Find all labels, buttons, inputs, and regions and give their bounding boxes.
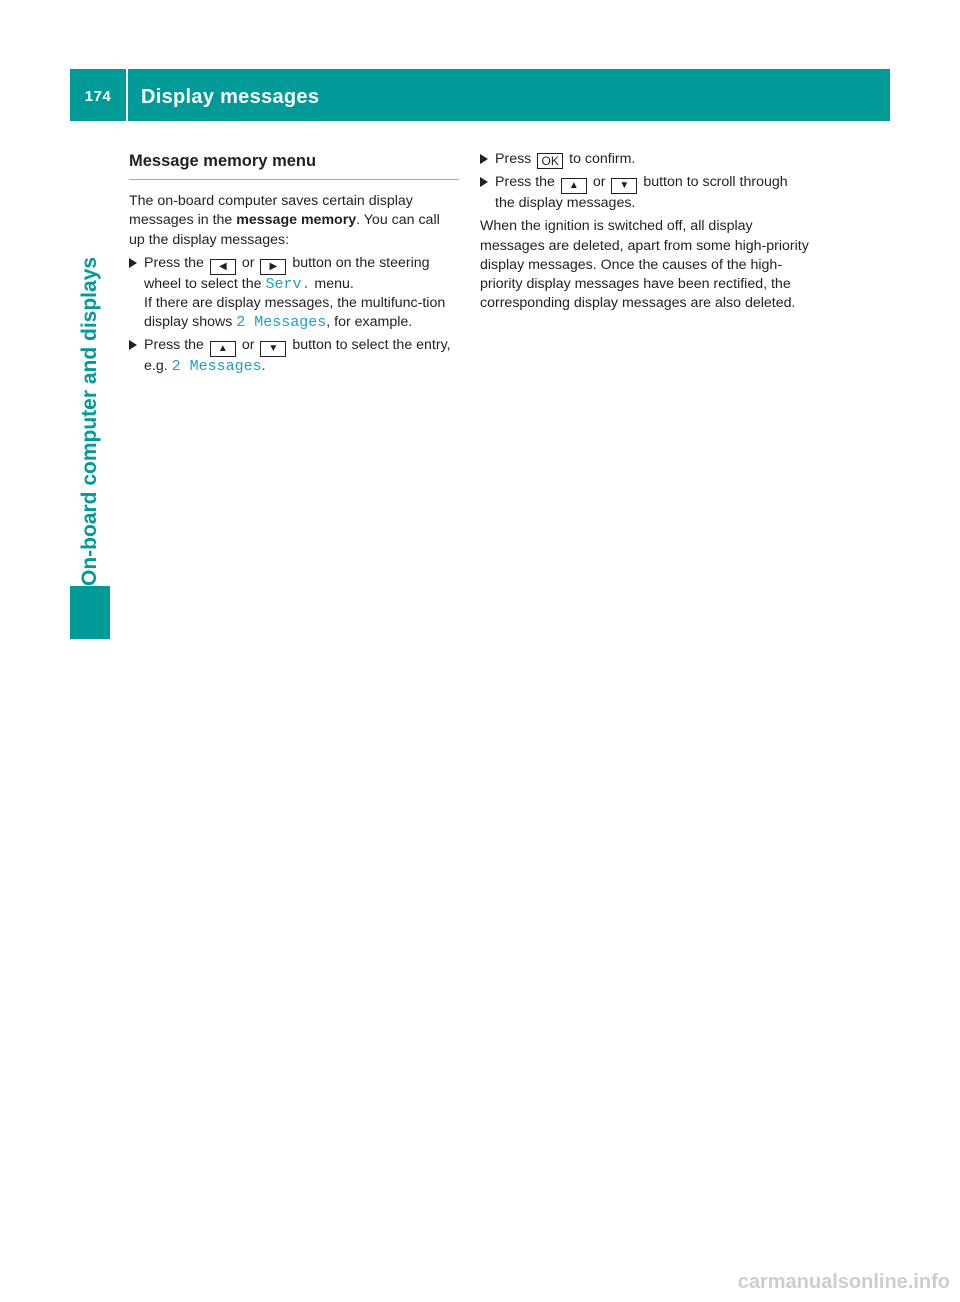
down-arrow-key-icon: ▼ bbox=[260, 341, 286, 357]
right-column bbox=[480, 150, 810, 317]
subsection-heading: Message memory menu bbox=[129, 150, 459, 180]
right-arrow-key-icon: ▶ bbox=[260, 259, 286, 275]
closing-paragraph: When the ignition is switched off, all display messages are deleted, apart from some high-priority display messages. Once the causes of the high-priority display messages have been rectified, the corresponding display messages are also deleted. bbox=[480, 218, 809, 312]
instruction-step: Press the ◀ or ▶ button on the steering wheel to select the Serv. menu. If there are display messages, the multifunc-tion display shows 2 Messages, for example. bbox=[129, 254, 459, 333]
display-text-serv: Serv. bbox=[265, 275, 311, 293]
step-arrow-icon bbox=[480, 154, 488, 164]
step-arrow-icon bbox=[129, 340, 137, 350]
display-text-messages: 2 Messages bbox=[171, 358, 262, 376]
message-memory-term: message memory bbox=[236, 212, 357, 229]
up-arrow-key-icon: ▲ bbox=[561, 178, 587, 194]
down-arrow-key-icon: ▼ bbox=[611, 178, 637, 194]
up-arrow-key-icon: ▲ bbox=[210, 341, 236, 357]
ok-key-icon: OK bbox=[537, 153, 563, 169]
header-divider bbox=[126, 69, 128, 121]
page-number: 174 bbox=[84, 88, 112, 105]
instruction-step: Press OK to confirm. bbox=[480, 150, 810, 169]
section-title: Display messages bbox=[141, 86, 320, 108]
watermark: carmanualsonline.info bbox=[737, 1271, 950, 1293]
side-tab-marker bbox=[70, 586, 110, 639]
instruction-step: Press the ▲ or ▼ button to select the entry, e.g. 2 Messages. bbox=[129, 336, 459, 376]
left-arrow-key-icon: ◀ bbox=[210, 259, 236, 275]
left-column bbox=[129, 150, 459, 381]
step-arrow-icon bbox=[129, 258, 137, 268]
instruction-step: Press the ▲ or ▼ button to scroll through the display messages. bbox=[480, 173, 810, 213]
intro-paragraph: The on-board computer saves certain display messages in the message memory. You can call up the display messages: bbox=[129, 193, 440, 248]
display-text-messages: 2 Messages bbox=[236, 314, 327, 332]
side-tab-label: On-board computer and displays bbox=[78, 256, 101, 586]
step-arrow-icon bbox=[480, 177, 488, 187]
